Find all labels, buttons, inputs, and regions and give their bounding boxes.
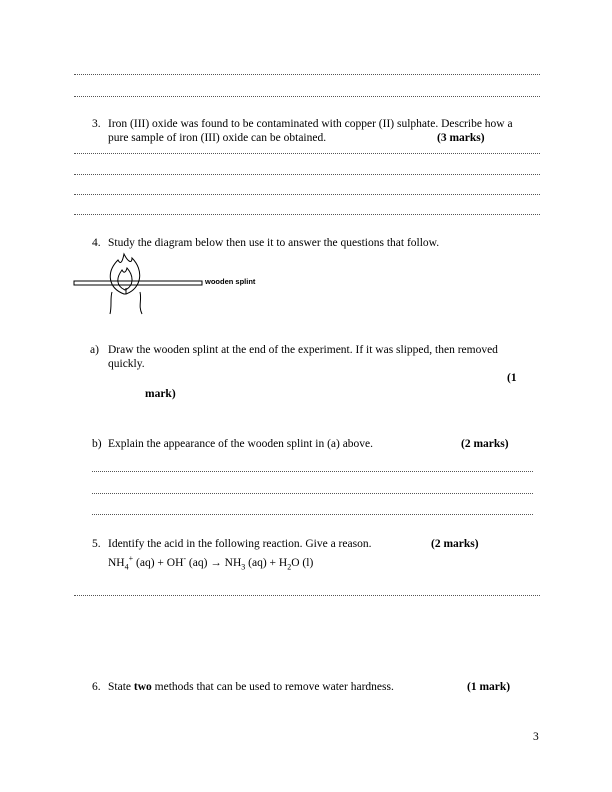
flame-splint-diagram	[72, 250, 222, 316]
page-number: 3	[533, 731, 539, 743]
answer-line	[92, 493, 533, 494]
q4b-text: Explain the appearance of the wooden splint in (a) above.	[108, 438, 374, 450]
q3-line1: Iron (III) oxide was found to be contaminated with copper (II) sulphate. Describe how a	[108, 118, 513, 130]
q4a-marks: (1	[507, 372, 517, 384]
q4a-label: a)	[90, 344, 99, 356]
inner-flame	[118, 268, 132, 290]
answer-line	[92, 514, 533, 515]
answer-line	[74, 214, 540, 215]
q3-marks: (3 marks)	[437, 132, 485, 144]
outer-flame	[110, 254, 139, 294]
answer-line	[74, 595, 540, 596]
q4-text: Study the diagram below then use it to answer the questions that follow.	[108, 237, 440, 249]
q5-marks: (2 marks)	[431, 538, 479, 550]
q3-number: 3.	[92, 118, 101, 130]
q3-line2: pure sample of iron (III) oxide can be obtained.	[108, 132, 327, 144]
q5-number: 5.	[92, 538, 101, 550]
q6-text: State two methods that can be used to remove water hardness.	[108, 681, 394, 693]
candle	[110, 292, 142, 314]
q6-marks: (1 mark)	[467, 681, 511, 693]
q4a-line1: Draw the wooden splint at the end of the experiment. If it was slipped, then removed	[108, 344, 498, 356]
q5-text: Identify the acid in the following reaction. Give a reason.	[108, 538, 372, 550]
answer-line	[74, 96, 540, 97]
answer-line	[74, 153, 540, 154]
q5-equation: $NH_4^+$ (aq) + OH- $(aq) \to NH_3$ $(aq) + H_2O$ (l)	[108, 554, 314, 572]
q4b-marks: (2 marks)	[461, 438, 509, 450]
q4a-line2: quickly.	[108, 358, 145, 370]
q4a-marks-cont: mark)	[145, 388, 176, 400]
q4b-label: b)	[92, 438, 102, 450]
answer-line	[74, 174, 540, 175]
answer-line	[92, 471, 533, 472]
diagram-label: wooden splint	[205, 277, 256, 286]
answer-line	[74, 74, 540, 75]
q6-number: 6.	[92, 681, 101, 693]
answer-line	[74, 194, 540, 195]
q4-number: 4.	[92, 237, 101, 249]
